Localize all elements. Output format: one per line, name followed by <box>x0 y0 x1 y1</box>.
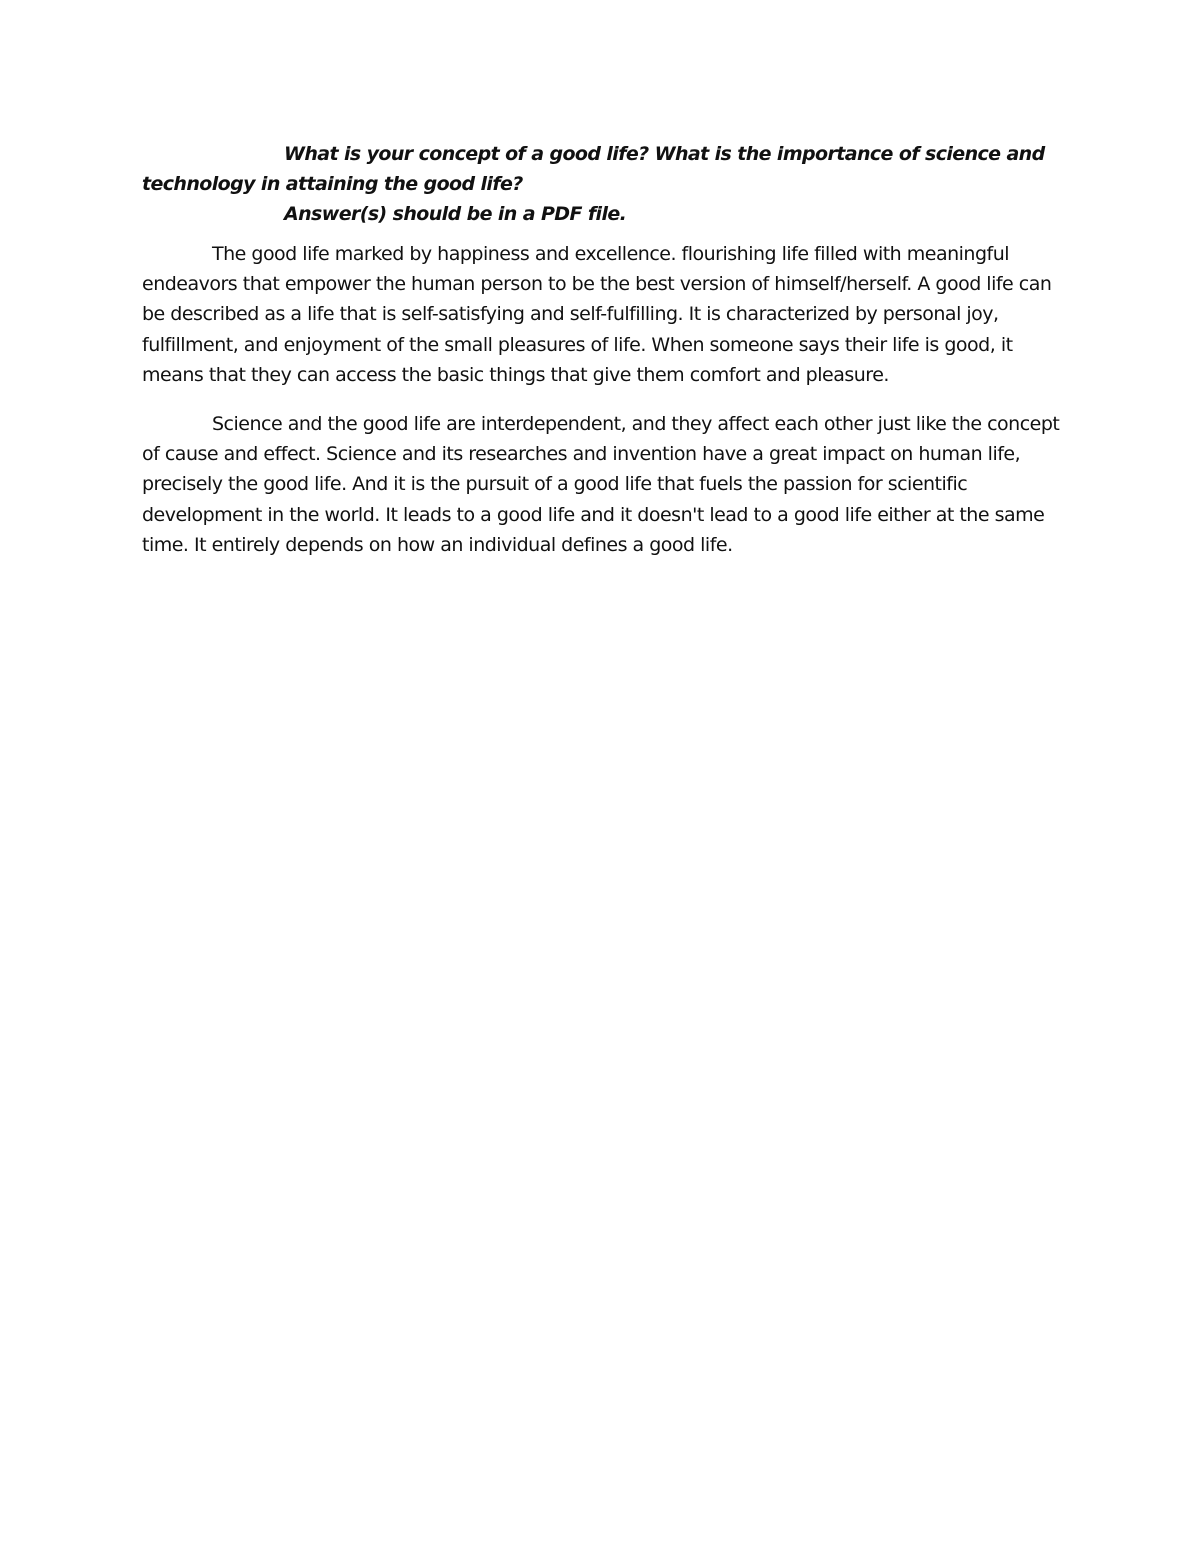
instruction-text: Answer(s) should be in a PDF file. <box>284 203 627 225</box>
answer-paragraph-1: The good life marked by happiness and excellence. flourishing life filled with meaningful endeavors that empower the human person to be the best version of himself/herself. A good life can be described as a life that is self-satisfying and self-fulfilling. It is characterized by personal joy, fulfillment, and enjoyment of the small pleasures of life. When someone says their life is good, it means that they can access the basic things that give them comfort and pleasure. <box>142 243 1052 386</box>
question-heading <box>142 139 1062 199</box>
answer-paragraph-2: Science and the good life are interdependent, and they affect each other just like the concept of cause and effect. Science and its researches and invention have a great impact on human life, precisely the good life. And it is the pursuit of a good life that fuels the passion for scientific development in the world. It leads to a good life and it doesn't lead to a good life either at the same time. It entirely depends on how an individual defines a good life. <box>142 413 1060 556</box>
document-body <box>142 139 1062 579</box>
question-text: What is your concept of a good life? What is the importance of science and technology in attaining the good life? <box>142 143 1045 195</box>
